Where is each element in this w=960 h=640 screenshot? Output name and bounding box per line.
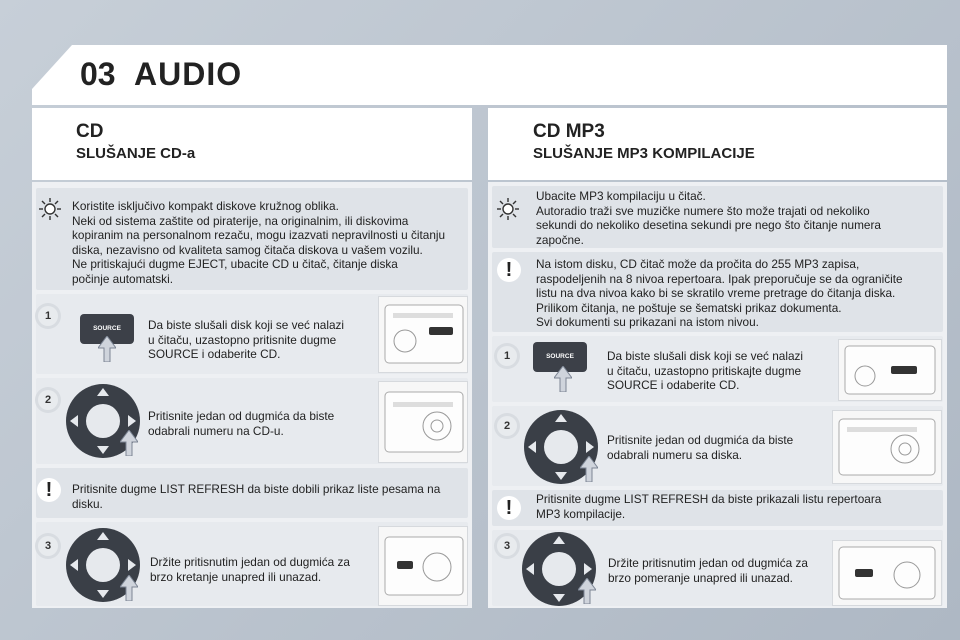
page-title: AUDIO — [134, 56, 243, 92]
text-line: SOURCE i odaberite CD. — [148, 347, 281, 361]
radio-unit-icon — [832, 540, 942, 606]
text-line: raspodeljenih na 8 nivoa repertoara. Ipak preporučuje se da ograničite — [536, 271, 903, 286]
press-arrow-icon — [98, 336, 116, 362]
source-button-illustration: SOURCE — [80, 314, 134, 344]
text-line: u čitaču, uzastopno pritiskajte dugme — [607, 363, 802, 378]
text-line: Da biste slušali disk koji se već nalazi — [148, 318, 345, 332]
text-line: Pritisnite jedan od dugmića da biste — [607, 433, 794, 447]
text-line: diska, nezavisno od kvaliteta samog čitača diskova u vašem vozilu. — [72, 242, 423, 257]
text-line: brzo kretanje unapred ili unazad. — [150, 569, 322, 584]
text-line: Držite pritisnutim jedan od dugmića za — [150, 555, 350, 569]
text-line: Koristite isključivo kompakt diskove kružnog oblika. — [72, 199, 339, 213]
left-heading-box — [32, 108, 472, 180]
text-line: Na istom disku, CD čitač može da pročita do 255 MP3 zapisa, — [536, 257, 860, 271]
text-line: listu na dva nivoa kako bi se skratilo vreme pretrage do čitanja diska. — [536, 286, 896, 300]
sun-bulb-icon — [495, 196, 521, 222]
text-line: disku. — [72, 496, 103, 511]
right-warning1-text — [536, 257, 940, 330]
text-line: SOURCE i odaberite CD. — [607, 378, 740, 392]
text-line: kopiranim na personalnom rezaču, mogu izazvati nepravilnosti u čitanju — [72, 228, 446, 242]
right-info-text — [536, 189, 938, 247]
step-number: 1 — [497, 346, 517, 366]
right-step3-text — [608, 556, 833, 585]
step-number: 3 — [38, 536, 58, 556]
text-line: odabrali numeru sa diska. — [607, 447, 743, 462]
press-arrow-icon — [580, 456, 598, 482]
radio-unit-icon — [838, 339, 942, 401]
text-line: brzo pomeranje unapred ili unazad. — [608, 570, 793, 585]
text-line: u čitaču, uzastopno pritisnite dugme — [148, 332, 337, 347]
press-arrow-icon — [120, 575, 138, 601]
left-heading: CD — [76, 121, 104, 142]
radio-unit-icon — [378, 381, 468, 463]
step-number: 2 — [497, 416, 517, 436]
exclamation-icon: ! — [497, 496, 521, 520]
press-arrow-icon — [554, 366, 572, 392]
right-warning2-text — [536, 492, 940, 521]
exclamation-icon: ! — [37, 478, 61, 502]
step-number: 2 — [38, 390, 58, 410]
text-line: odabrali numeru na CD-u. — [148, 423, 284, 438]
exclamation-icon: ! — [497, 258, 521, 282]
step-number: 1 — [38, 306, 58, 326]
right-heading-box — [488, 108, 947, 180]
text-line: Prilikom čitanja, ne poštuje se šematski prikaz dokumenta. — [536, 300, 842, 315]
text-line: Da biste slušali disk koji se već nalazi — [607, 349, 804, 363]
radio-unit-icon — [378, 526, 468, 606]
text-line: Pritisnite dugme LIST REFRESH da biste prikazali listu repertoara — [536, 492, 882, 506]
text-line: Pritisnite dugme LIST REFRESH da biste dobili prikaz liste pesama na — [72, 482, 441, 496]
text-line: Neki od sistema zaštite od piraterije, na originalnim, ili diskovima — [72, 213, 409, 228]
press-arrow-icon — [578, 578, 596, 604]
left-info-text — [72, 199, 467, 286]
right-step2-text — [607, 433, 832, 462]
text-line: počinje automatski. — [72, 271, 173, 286]
text-line: Svi dokumenti su prikazani na istom nivou. — [536, 315, 759, 329]
left-subheading: SLUŠANJE CD-a — [76, 145, 196, 162]
radio-unit-icon — [378, 296, 468, 373]
text-line: MP3 kompilacije. — [536, 506, 626, 521]
press-arrow-icon — [120, 430, 138, 456]
text-line: započne. — [536, 232, 584, 247]
text-line: Ubacite MP3 kompilaciju u čitač. — [536, 189, 706, 203]
left-step1-text — [148, 318, 373, 362]
source-button-illustration: SOURCE — [533, 342, 587, 372]
right-step1-text — [607, 349, 832, 393]
text-line: Držite pritisnutim jedan od dugmića za — [608, 556, 808, 570]
chapter-number: 03 — [80, 56, 116, 92]
right-heading: CD MP3 — [533, 121, 605, 142]
left-step3-text — [150, 555, 375, 584]
text-line: Ne pritiskajući dugme EJECT, ubacite CD u čitač, čitanje diska — [72, 257, 398, 271]
right-subheading: SLUŠANJE MP3 KOMPILACIJE — [533, 145, 755, 162]
left-warning-text — [72, 482, 467, 511]
text-line: sekundi do nekoliko desetina sekundi pre nego što čitanje numera — [536, 218, 881, 232]
radio-unit-icon — [832, 410, 942, 484]
text-line: Autoradio traži sve muzičke numere što može trajati od nekoliko — [536, 203, 870, 218]
step-number: 3 — [497, 536, 517, 556]
sun-bulb-icon — [37, 196, 63, 222]
left-step2-text — [148, 409, 373, 438]
text-line: Pritisnite jedan od dugmića da biste — [148, 409, 335, 423]
